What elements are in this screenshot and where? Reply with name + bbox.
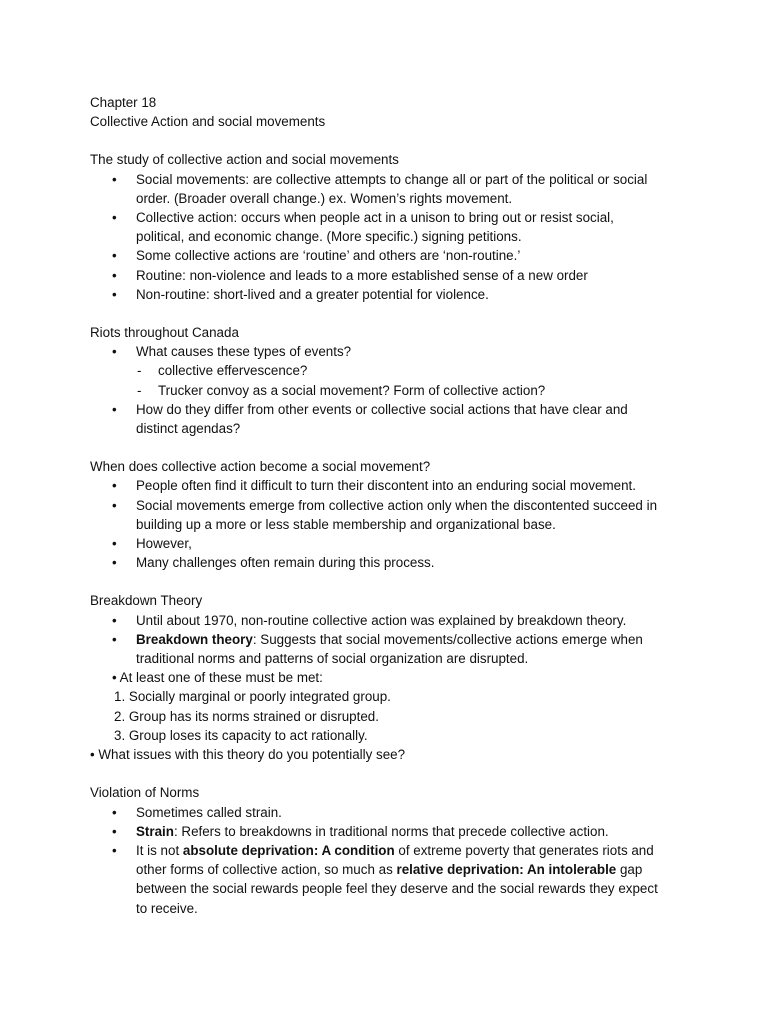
dash-item: - collective effervescence?: [90, 361, 690, 380]
criteria-item: 3. Group loses its capacity to act rationally.: [114, 727, 368, 743]
bullet-item: • Social movements: are collective attempts to change all or part of the political or social order. (Broader overall change.) ex. Women’s rights movement.: [90, 170, 690, 208]
question-line: • What issues with this theory do you potentially see?: [90, 747, 406, 763]
section-heading-riots: Riots throughout Canada: [90, 325, 239, 341]
bullet-item: • Strain: Refers to breakdowns in traditional norms that precede collective action.: [90, 822, 690, 841]
chapter-label: Chapter 18: [90, 95, 157, 110]
bullet-item: • Routine: non-violence and leads to a more established sense of a new order: [90, 266, 690, 285]
section-heading-breakdown: Breakdown Theory: [90, 593, 203, 609]
bullet-item: • Collective action: occurs when people act in a unison to bring out or resist social, political, and economic change. (More specific.) signing petitions.: [90, 208, 690, 246]
criteria-item: 1. Socially marginal or poorly integrated group.: [114, 689, 391, 705]
bullet-item: • Some collective actions are ‘routine’ and others are ‘non-routine.’: [90, 246, 690, 265]
bullet-item: • People often find it difficult to turn their discontent into an enduring social movement.: [90, 476, 690, 495]
bullet-item: • Many challenges often remain during this process.: [90, 553, 690, 572]
chapter-title: Collective Action and social movements: [90, 114, 326, 130]
spacer: [90, 764, 690, 783]
bullet-item: • Social movements emerge from collective action only when the discontented succeed in building up a more or less stable membership and organizational base.: [90, 496, 690, 534]
bullet-item: • It is not absolute deprivation: A condition of extreme poverty that generates riots and other forms of collective action, so much as relative deprivation: An intolerable gap between the social rewards people feel they deserve and the social rewards they expect to receive.: [90, 841, 690, 918]
spacer: [90, 572, 690, 591]
bullet-item: • However,: [90, 534, 690, 553]
bullet-item: • Until about 1970, non-routine collective action was explained by breakdown theory.: [90, 611, 690, 630]
bullet-item: • Non-routine: short-lived and a greater potential for violence.: [90, 285, 690, 304]
section-heading-when: When does collective action become a social movement?: [90, 459, 431, 475]
document-body: [90, 93, 690, 918]
criteria-item: 2. Group has its norms strained or disrupted.: [114, 708, 379, 724]
section-heading-study: The study of collective action and social movements: [90, 152, 399, 168]
criteria-intro: • At least one of these must be met:: [112, 670, 323, 686]
bullet-item: • Sometimes called strain.: [90, 803, 690, 822]
bullet-item: • How do they differ from other events or collective social actions that have clear and distinct agendas?: [90, 400, 690, 438]
spacer: [90, 131, 690, 150]
dash-item: - Trucker convoy as a social movement? Form of collective action?: [90, 381, 690, 400]
section-heading-violation: Violation of Norms: [90, 785, 200, 801]
spacer: [90, 438, 690, 457]
bullet-item: • What causes these types of events?: [90, 342, 690, 361]
bullet-item: • Breakdown theory: Suggests that social movements/collective actions emerge when traditional norms and patterns of social organization are disrupted.: [90, 630, 690, 668]
spacer: [90, 304, 690, 323]
